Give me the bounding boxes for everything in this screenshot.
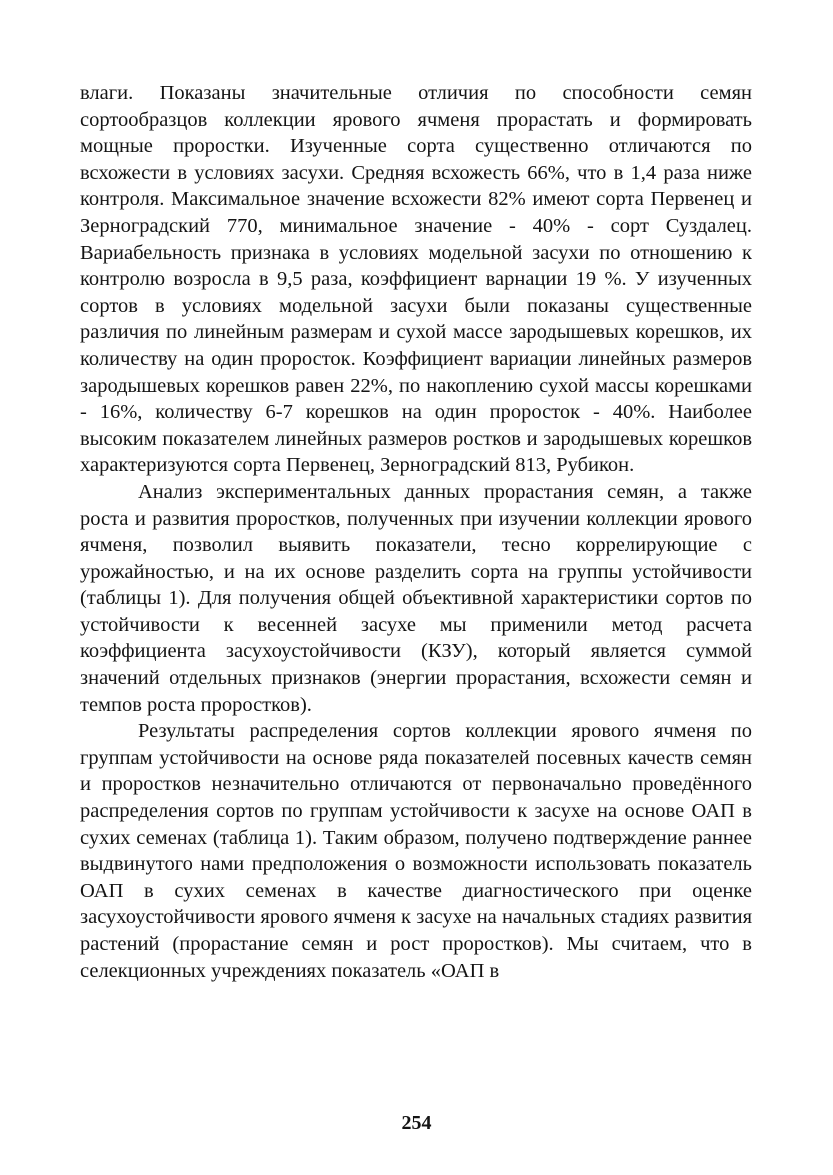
body-text xyxy=(80,80,752,984)
page-number: 254 xyxy=(401,1112,432,1134)
paragraph-3: Результаты распределения сортов коллекции ярового ячменя по группам устойчивости на основе ряда показателей посевных качеств семян и проростков незначительно отличаются от первоначально проведённого распределения сортов по группам устойчивости к засухе на основе ОАП в сухих семенах (таблица 1). Таким образом, получено подтверждение раннее выдвинутого нами предположения о возможности использовать показатель ОАП в сухих семенах в качестве диагностического при оценке засухоустойчивости ярового ячменя к засухе на начальных стадиях развития растений (прорастание семян и рост проростков). Мы считаем, что в селекционных учреждениях показатель «ОАП в xyxy=(80,720,752,982)
paragraph-2: Анализ экспериментальных данных прорастания семян, а также роста и развития проростков, полученных при изучении коллекции ярового ячменя, позволил выявить показатели, тесно коррелирующие с урожайностью, и на их основе разделить сорта на группы устойчивости (таблицы 1). Для получения общей объективной характеристики сортов по устойчивости к весенней засухе мы применили метод расчета коэффициента засухоустойчивости (КЗУ), который является суммой значений отдельных признаков (энергии прорастания, всхожести семян и темпов роста проростков). xyxy=(80,480,752,716)
paragraph-1: влаги. Показаны значительные отличия по способности семян сортообразцов коллекции ярового ячменя прорастать и формировать мощные проростки. Изученные сорта существенно отличаются по всхожести в условиях засухи. Средняя всхожесть 66%, что в 1,4 раза ниже контроля. Максимальное значение всхожести 82% имеют сорта Первенец и Зерноградский 770, минимальное значение - 40% - сорт Суздалец. Вариабельность признака в условиях модельной засухи по отношению к контролю возросла в 9,5 раза, коэффициент варнации 19 %. У изученных сортов в условиях модельной засухи были показаны существенные различия по линейным размерам и сухой массе зародышевых корешков, их количеству на один проросток. Коэффициент вариации линейных размеров зародышевых корешков равен 22%, по накоплению сухой массы корешками - 16%, количеству 6-7 корешков на один проросток - 40%. Наиболее высоким показателем линейных размеров ростков и зародышевых корешков характеризуются сорта Первенец, Зерноградский 813, Рубикон. xyxy=(80,82,752,477)
